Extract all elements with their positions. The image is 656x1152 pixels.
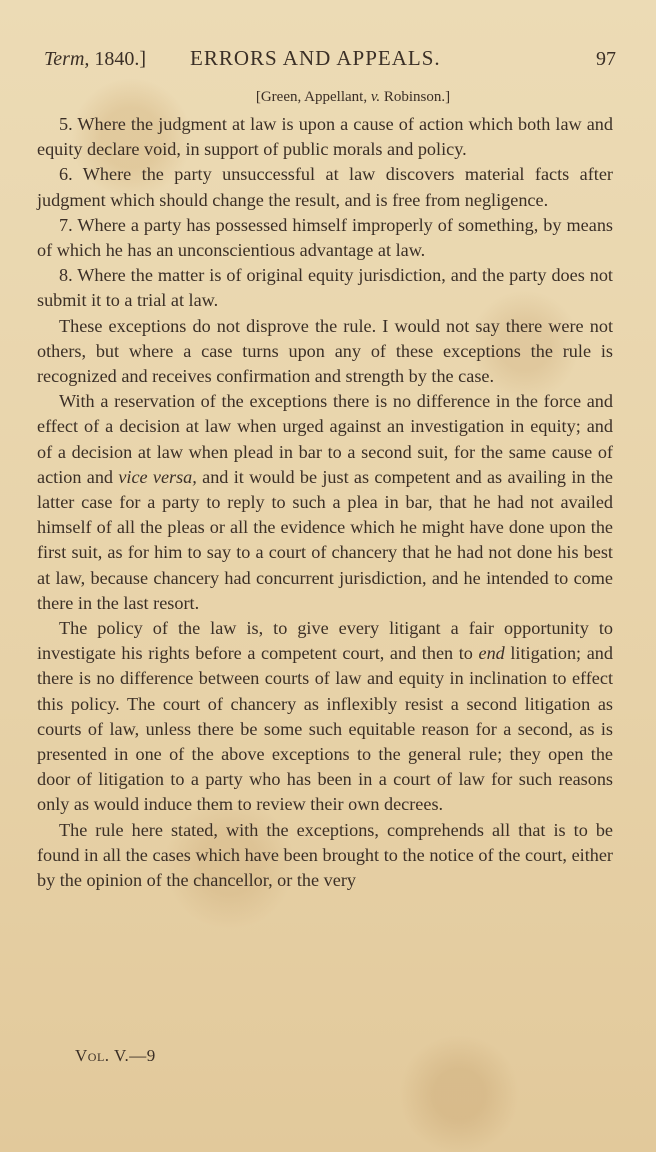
paragraph-exception-8: 8. Where the matter is of original equity jurisdiction, and the party does not submit it to a trial at law.: [37, 265, 613, 311]
running-title: ERRORS AND APPEALS.: [190, 46, 441, 70]
paragraph-exception-7: 7. Where a party has possessed himself improperly of something, by means of which he has an unconscientious advantage at law.: [37, 214, 613, 261]
paragraph-rule-stated: The rule here stated, with the exceptions, comprehends all that is to be found in all the cases which have been brought to the notice of the court, either by the opinion of the chancellor, or the very: [37, 819, 613, 891]
case-caption: [Green, Appellant, v. Robinson.]: [255, 89, 451, 105]
paragraph-exception-6: 6. Where the party unsuccessful at law discovers material facts after judgment which should change the result, and is free from negligence.: [37, 164, 613, 210]
body-text: [37, 112, 613, 893]
paragraph-policy: The policy of the law is, to give every litigant a fair opportunity to investigate his rights before a competent court, and then to end litigation; and there is no difference between courts of law and equity in inclination to effect this policy. The court of chancery as inflexibly resist a second litigation as courts of law, unless there be some such equitable reason for a second, as is presented in one of the above exceptions to the general rule; they open the door of litigation to a party who has been in a court of law for such reasons only as would induce them to review their own decrees.: [37, 618, 613, 815]
paragraph-exceptions-summary: These exceptions do not disprove the rule. I would not say there were not others, but where a case turns upon any of these exceptions the rule is recognized and receives confirmation and strength by the case.: [37, 315, 613, 387]
volume-signature: Vol. V.—9: [75, 1046, 156, 1065]
running-header: [40, 44, 616, 74]
term-label: Term, 1840.]: [44, 48, 147, 70]
paragraph-reservation: With a reservation of the exceptions there is no difference in the force and effect of a decision at law when urged against an investigation in equity; and of a decision at law when plead in bar to a second suit, for the same cause of action and vice versa, and it would be just as competent and as availing in the latter case for a party to reply to such a plea in bar, that he had not availed himself of all the pleas or all the evidence which he might have done upon the first suit, as for him to say to a court of chancery that he had not done his best at law, because chancery had concurrent jurisdiction, and he intended to come there in the last resort.: [37, 391, 613, 613]
page-number: 97: [596, 48, 616, 70]
paragraph-exception-5: 5. Where the judgment at law is upon a cause of action which both law and equity declare void, in support of public morals and policy.: [37, 114, 613, 160]
